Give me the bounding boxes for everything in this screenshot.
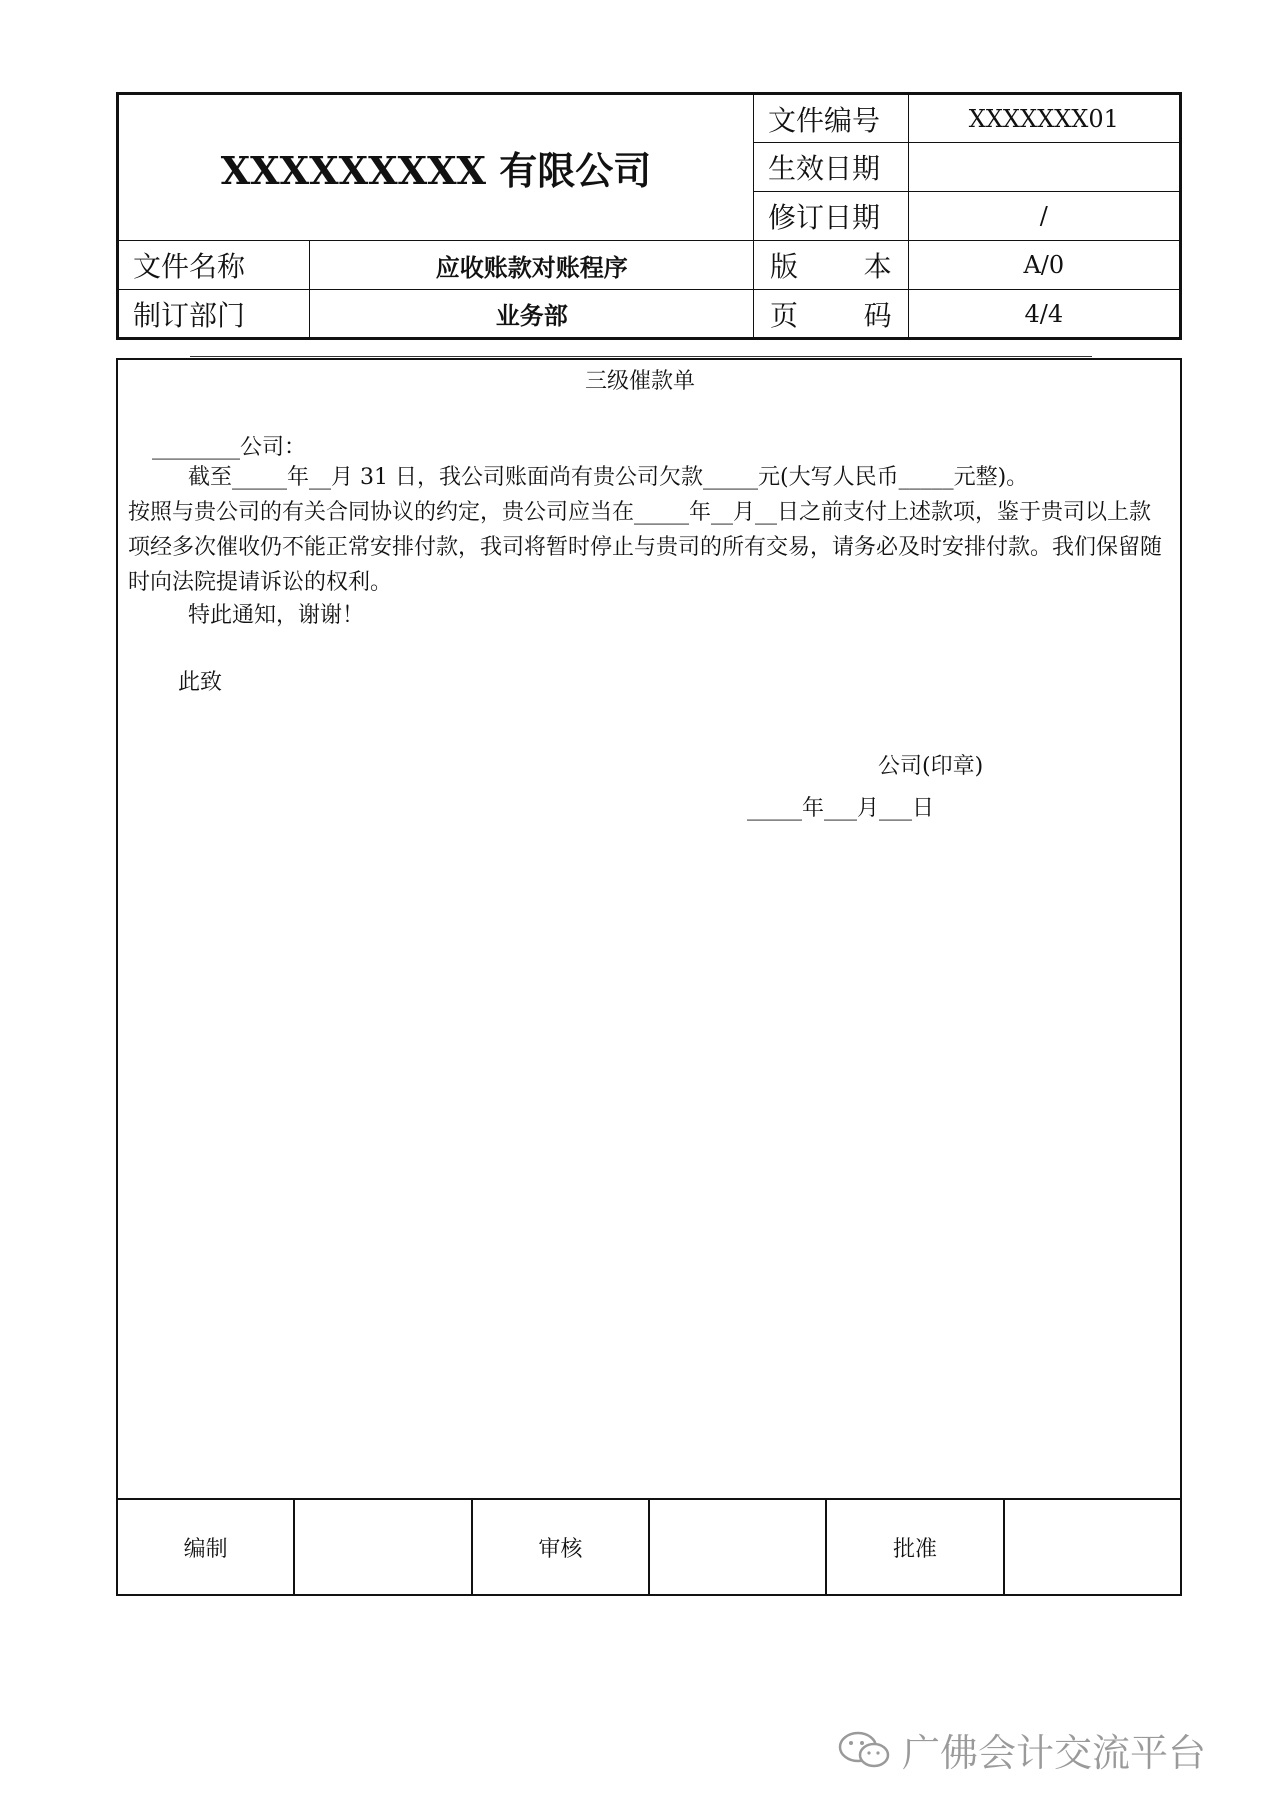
page-label: 页 码 — [753, 290, 908, 339]
department-value: 业务部 — [310, 290, 754, 339]
approve-signature-cell — [1004, 1499, 1181, 1595]
compile-label: 编制 — [117, 1499, 294, 1595]
watermark — [836, 1722, 1206, 1777]
review-label: 审核 — [472, 1499, 649, 1595]
regards: 此致 — [178, 670, 223, 695]
wechat-icon — [836, 1730, 892, 1770]
signature-date: _____年___月___日 — [747, 796, 935, 821]
file-name-label: 文件名称 — [118, 241, 310, 290]
revision-date-value: / — [908, 192, 1180, 241]
compile-signature-cell — [294, 1499, 471, 1595]
version-value: A/0 — [908, 241, 1180, 290]
approve-label: 批准 — [826, 1499, 1003, 1595]
revision-date-label: 修订日期 — [753, 192, 908, 241]
company-name: XXXXXXXXX 有限公司 — [118, 94, 754, 241]
version-label: 版 本 — [753, 241, 908, 290]
letter-title: 三级催款单 — [584, 369, 695, 394]
salutation: ________公司： — [152, 435, 307, 460]
approval-table — [116, 1498, 1182, 1596]
department-label: 制订部门 — [118, 290, 310, 339]
paragraph-2: 按照与贵公司的有关合同协议的约定，贵公司应当在_____年__月__日之前支付上述款项，鉴于贵司以上款项经多次催收仍不能正常安排付款，我司将暂时停止与贵司的所有交易，请务必及时安排付款。我们保留随时向法院提请诉讼的权利。 — [128, 500, 1163, 595]
effective-date-value — [908, 143, 1180, 192]
watermark-text: 广佛会计交流平台 — [902, 1731, 1207, 1775]
doc-number-label: 文件编号 — [753, 94, 908, 143]
file-name-value: 应收账款对账程序 — [310, 241, 754, 290]
closing-line: 特此通知，谢谢！ — [188, 603, 365, 628]
review-signature-cell — [649, 1499, 826, 1595]
doc-number-value: XXXXXXX01 — [908, 94, 1180, 143]
paragraph-1: 截至_____年__月 31 日，我公司账面尚有贵公司欠款_____元(大写人民币_____元整)。 — [188, 465, 1029, 490]
document-header-table — [116, 92, 1182, 340]
header-divider — [190, 356, 1092, 357]
signature-company: 公司(印章) — [878, 754, 984, 779]
page-value: 4/4 — [908, 290, 1180, 339]
effective-date-label: 生效日期 — [753, 143, 908, 192]
